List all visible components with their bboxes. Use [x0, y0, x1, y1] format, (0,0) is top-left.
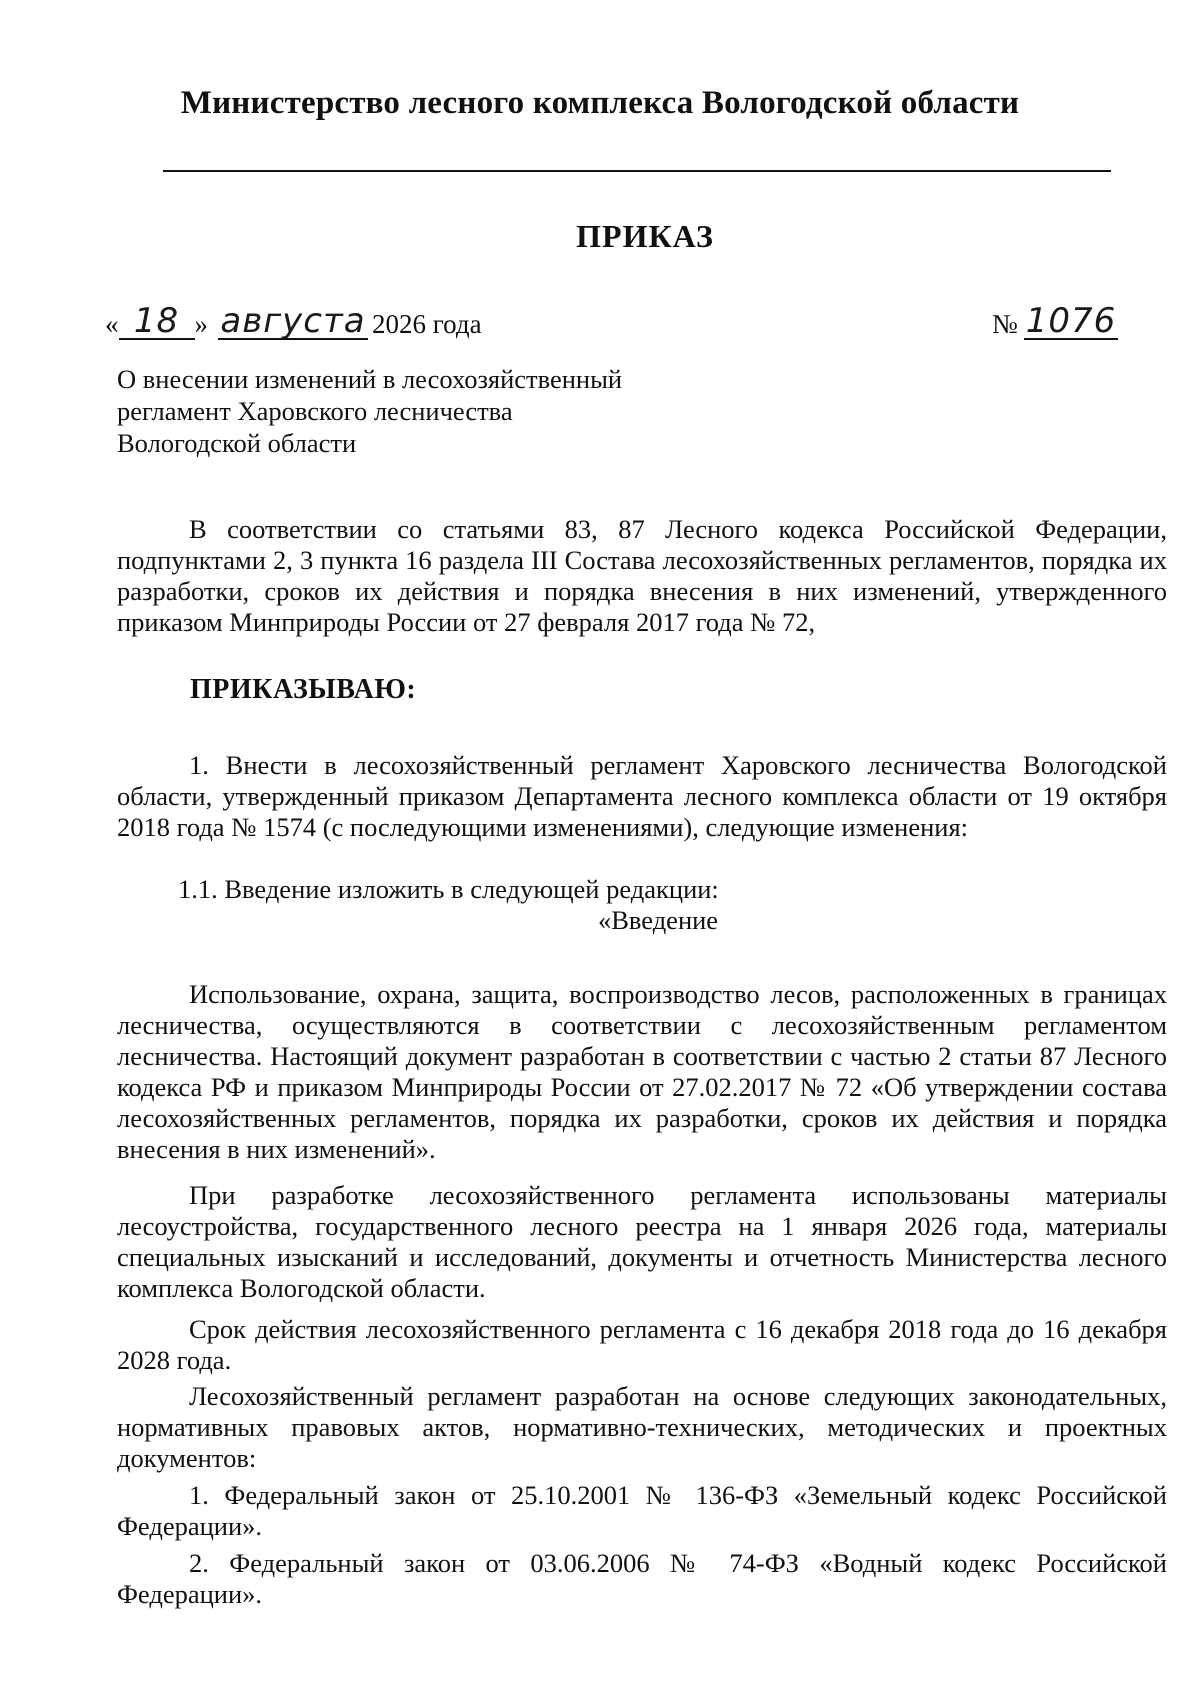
order-subject — [117, 363, 717, 459]
preamble-paragraph — [117, 514, 1167, 638]
date-year: 2026 года — [372, 309, 482, 339]
body-text: Срок действия лесохозяйственного регламента с 16 декабря 2018 года до 16 декабря 2028 года. — [117, 1314, 1167, 1375]
item-1-paragraph — [117, 750, 1167, 843]
body-paragraph-6 — [117, 1548, 1167, 1610]
preamble-text: В соответствии со статьями 83, 87 Лесного кодекса Российской Федерации, подпунктами 2, 3 пункта 16 раздела III Состава лесохозяйственных регламентов, порядка их разработки, сроков их действия и порядка внесения в них изменений, утвержденного приказом Минприроды России от 27 февраля 2017 года № 72, — [117, 514, 1167, 637]
item-1-text: 1. Внести в лесохозяйственный регламент Харовского лесничества Вологодской области, утвержденный приказом Департамента лесного комплекса области от 19 октября 2018 года № 1574 (с последующими изменениями), следующие изменения: — [117, 750, 1167, 842]
document-type-title: ПРИКАЗ — [576, 218, 714, 254]
handwritten-day: 18 — [119, 304, 195, 340]
number-label: № — [992, 309, 1018, 339]
body-paragraph-5 — [117, 1480, 1167, 1542]
body-text: 2. Федеральный закон от 03.06.2006 № 74-ФЗ «Водный кодекс Российской Федерации». — [117, 1548, 1167, 1609]
handwritten-number: 1076 — [1025, 301, 1117, 341]
introduction-heading: «Введение — [598, 905, 719, 935]
date-close-quote: » — [194, 309, 208, 339]
item-1-1: 1.1. Введение изложить в следующей редакции: — [178, 874, 719, 904]
body-text: Лесохозяйственный регламент разработан на основе следующих законодательных, нормативных правовых актов, нормативно-технических, методических и проектных документов: — [117, 1381, 1167, 1473]
order-word: ПРИКАЗЫВАЮ: — [190, 674, 417, 705]
body-paragraph-1 — [117, 979, 1167, 1165]
body-paragraph-2 — [117, 1180, 1167, 1304]
ministry-heading: Министерство лесного комплекса Вологодской области — [180, 85, 1020, 121]
body-text: Использование, охрана, защита, воспроизводство лесов, расположенных в границах лесничества, осуществляются в соответствии с лесохозяйственным регламентом лесничества. Настоящий документ разработан в соответствии с частью 2 статьи 87 Лесного кодекса РФ и приказом Минприроды России от 27.02.2017 № 72 «Об утверждении состава лесохозяйственных регламентов, порядка их разработки, сроков их действия и порядка внесения в них изменений». — [117, 979, 1167, 1164]
header-rule — [163, 170, 1111, 172]
body-text: При разработке лесохозяйственного регламента использованы материалы лесоустройства, государственного лесного реестра на 1 января 2026 года, материалы специальных изысканий и исследований, документы и отчетность Министерства лесного комплекса Вологодской области. — [117, 1180, 1167, 1303]
subject-line: О внесении изменений в лесохозяйственный — [117, 364, 623, 394]
body-paragraph-4 — [117, 1381, 1167, 1474]
date-open-quote: « — [105, 309, 119, 339]
body-paragraph-3 — [117, 1314, 1167, 1376]
subject-line: регламент Харовского лесничества — [117, 396, 513, 426]
handwritten-month: августа — [218, 304, 368, 340]
order-number — [992, 290, 1118, 340]
subject-line: Вологодской области — [117, 428, 357, 458]
body-text: 1. Федеральный закон от 25.10.2001 № 136-ФЗ «Земельный кодекс Российской Федерации». — [117, 1480, 1167, 1541]
order-date — [105, 290, 482, 340]
